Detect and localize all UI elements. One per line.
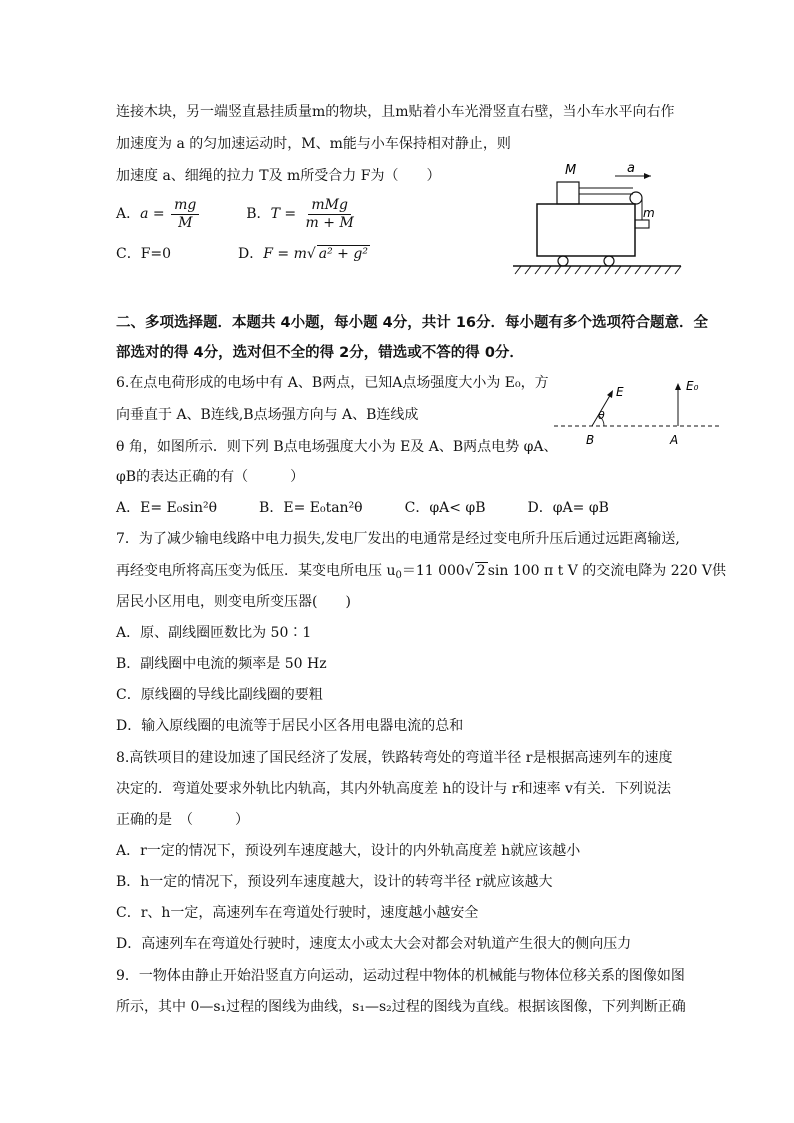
q8-option-b: B．h一定的情况下，预设列车速度越大，设计的转弯半径 r就应该越大 [116,874,553,890]
label-e: E [616,385,624,399]
q5-line-2: 加速度为 a 的匀加速运动时，M、m能与小车保持相对静止，则 [116,136,511,152]
arrow-a-head [644,173,651,179]
fraction: $\frac{mg}{M}$ [171,197,199,232]
cart-figure [505,158,705,276]
block-m [635,220,649,228]
label-a: a [627,161,635,176]
q6-line-3: θ 角，如图所示．则下列 B点电场强度大小为 E及 A、B两点电势 φA、 [116,439,558,455]
q6-line-2: 向垂直于 A、B连线,B点场强方向与 A、B连线成 [116,407,419,423]
q9-line-1: 9．一物体由静止开始沿竖直方向运动，运动过程中物体的机械能与物体位移关系的图像如图 [116,968,685,984]
q7-option-b: B．副线圈中电流的频率是 50 Hz [116,656,327,672]
q5-line-1: 连接木块，另一端竖直悬挂质量m的物块，且m贴着小车光滑竖直右壁，当小车水平向右作 [116,104,675,120]
section-2-heading-cont: 部选对的得 4分，选对但不全的得 2分，错选或不答的得 0分． [116,345,524,361]
q7-line-3: 居民小区用电，则变电所变压器( ) [116,594,351,610]
q7-line-2: 再经变电所将高压变为低压．某变电所电压 $u_0=11$ 000√ 2 sin 100 π t V 的交流电降为 220 V供 [116,563,727,581]
q8-line-1: 8.高铁项目的建设加速了国民经济了发展，铁路转弯处的弯道半径 r是根据高速列车的速度 [116,750,673,766]
sqrt-sign: √ [306,246,316,262]
label-m: m [643,206,655,220]
sqrt-sign: √ [464,563,474,579]
q5-option-a: A．a = $\frac{mg}{M}$ [116,206,206,222]
q7-line-1: 7．为了减少输电线路中电力损失,发电厂发出的电通常是经过变电所升压后通过远距离输送, [116,531,680,547]
q5-option-c: C．F=0 [116,246,172,262]
q5-option-b: B．T = $\frac{\text{mMg}}{m + M}$ [246,206,359,222]
q5-option-d: D．F = m√ a² + g² [237,246,368,262]
label-e0: E₀ [686,379,699,393]
q5-line-3: 加速度 a、细绳的拉力 T及 m所受合力 F为（ ） [116,168,441,184]
block-M [557,182,579,204]
label-M: M [565,163,577,178]
ground-hatch [515,266,681,274]
field-e-head [607,390,613,398]
q8-option-d: D．高速列车在弯道处行驶时，速度太小或太大会对都会对轨道产生很大的侧向压力 [116,936,632,952]
wheel-right [604,256,614,266]
cart-body [537,204,635,256]
q5-options-ab [116,196,359,232]
q6-options: A．E= E₀sin²θ B．E= E₀tan²θ C．φA< φB D．φA= φB [116,500,609,516]
fraction: $\frac{\text{mMg}}{m + M}$ [305,196,354,231]
q8-option-c: C．r、h一定，高速列车在弯道处行驶时，速度越小越安全 [116,905,479,921]
q9-line-2: 所示，其中 0—s₁过程的图线为曲线，s₁—s₂过程的图线为直线。根据该图像，下列判断正确 [116,999,686,1015]
label-theta: θ [598,409,605,422]
q6-line-1: 6.在点电荷形成的电场中有 A、B两点，已知A点场强度大小为 E₀，方 [116,375,549,391]
pulley [630,192,642,204]
field-figure [550,372,730,452]
q8-line-2: 决定的．弯道处要求外轨比内轨高，其内外轨高度差 h的设计与 r和速率 v有关．下列说法 [116,781,671,797]
q8-option-a: A．r一定的情况下，预设列车速度越大，设计的内外轨高度差 h就应该越小 [116,843,581,859]
field-e0-head [675,383,681,390]
q8-line-3: 正确的是 （ ） [116,812,249,828]
label-a-point: A [670,433,679,447]
label-b: B [586,433,595,447]
q5-options-cd [116,244,370,264]
q7-option-d: D．输入原线圈的电流等于居民小区各用电器电流的总和 [116,718,464,734]
q7-option-a: A．原、副线圈匝数比为 50∶1 [116,625,312,641]
section-2-heading: 二、多项选择题．本题共 4小题，每小题 4分，共计 16分．每小题有多个选项符合题意．全 [116,315,708,331]
q6-line-4: φB的表达正确的有（ ） [116,469,305,485]
wheel-left [558,256,568,266]
q7-option-c: C．原线圈的导线比副线圈的要粗 [116,687,323,703]
